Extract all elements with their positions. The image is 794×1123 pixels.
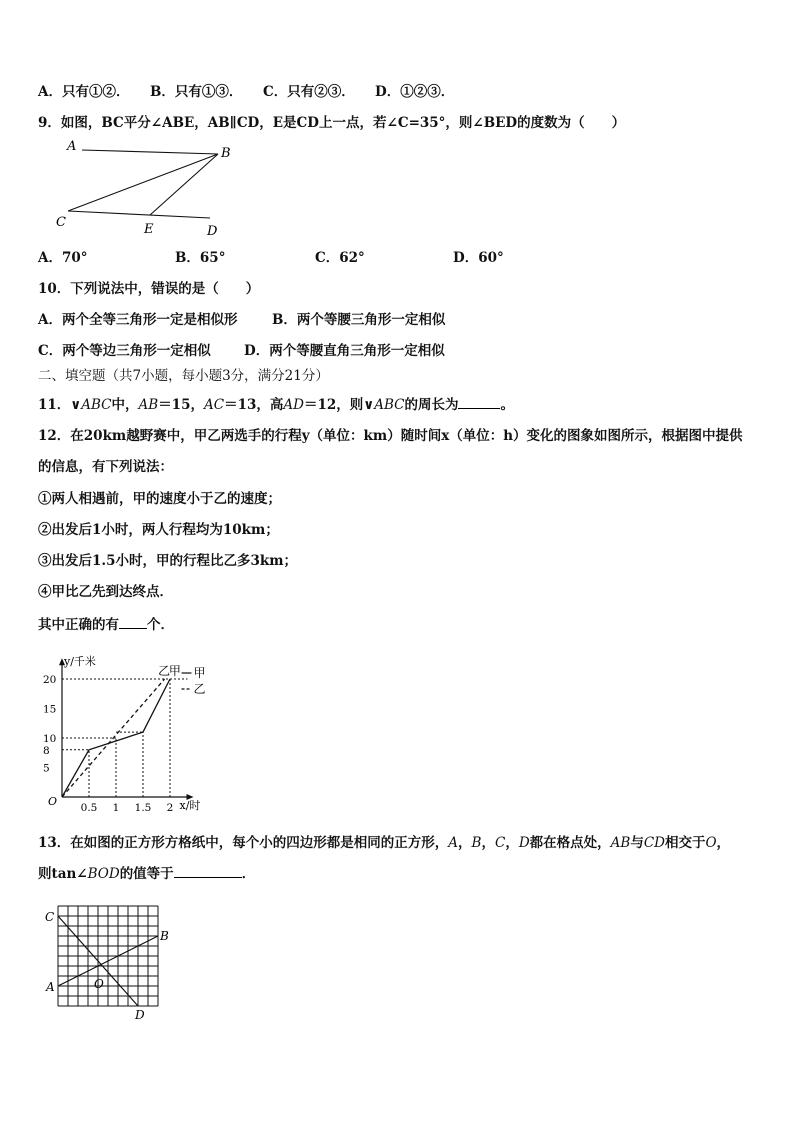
q10-option-a: A．两个全等三角形一定是相似形 [38,312,238,328]
q12-stem-line2: 的信息，有下列说法： [38,459,173,475]
x-tick-label: 2 [166,802,174,814]
y-tick-label: 10 [43,733,57,745]
q9-label-e: E [144,222,154,237]
x-tick-label: 1.5 [134,802,152,814]
q13-point-o: O [705,835,717,851]
q13-point-d: D [518,835,530,851]
q13-comma: ， [505,835,519,851]
q11-tail: 的周长为 [404,397,459,413]
q10-options-row1 [38,311,445,329]
q11-ad-value: ＝12，则 [303,397,364,413]
q13-ab: AB [610,835,631,851]
y-tick-label: 15 [43,703,57,716]
q9-line-bc [68,154,218,211]
end-label-jia: 甲 [168,664,181,678]
q11-answer-blank[interactable] [458,394,500,409]
q13-text: 相交于 [664,835,706,851]
q13-point-a: A [448,835,459,851]
q9-stem: 9．如图，BC平分∠ABE，AB∥CD，E是CD上一点，若∠C=35°，则∠BED的度数为（ ） [38,115,626,131]
q13-grid-figure [42,900,182,1025]
q13-comma: ， [716,835,731,851]
q11-stem [38,394,514,414]
grid-label-b: B [160,929,169,943]
y-tick-label: 20 [43,674,57,686]
q11-text: 中， [111,397,139,413]
q9-option-b: B．65° [175,250,226,266]
q13-answer-blank[interactable] [174,863,242,878]
q13-angle-bod: BOD [87,866,120,882]
q8-option-a: A．只有①②． [38,84,130,100]
q12-question-suffix: 个． [147,617,174,633]
q13-end: ． [241,866,256,882]
y-axis-label: y/千米 [64,655,96,669]
series-line-yi [62,679,165,797]
q8-option-c: C．只有②③． [263,84,355,100]
y-tick-label: 5 [43,762,50,775]
q12-distance-time-chart [40,645,240,815]
q10-option-d: D．两个等腰直角三角形一定相似 [244,343,445,359]
q10-option-b: B．两个等腰三角形一定相似 [272,312,446,328]
q9-options [38,249,504,267]
q9-line-cd [68,211,210,218]
q9-figure [50,138,240,240]
q13-stem-line2 [38,863,255,883]
q11-number: 11． [38,397,71,413]
end-label-yi: 乙 [158,664,171,678]
q8-option-b: B．只有①③． [150,84,243,100]
q8-option-d: D．①②③． [375,84,455,100]
q13-tan-prefix: 则tan∠ [38,866,88,882]
x-tick-label: 1 [112,802,120,814]
q12-statement-1: ①两人相遇前，甲的速度小于乙的速度； [38,491,281,507]
q13-point-b: B [471,835,482,851]
q10-stem: 10．下列说法中，错误的是（ ） [38,281,260,297]
q10-option-c: C．两个等边三角形一定相似 [38,343,211,359]
q12-question [38,614,174,634]
q11-ab-value: ＝15， [158,397,204,413]
q11-ad: AD [283,397,304,413]
q9-option-d: D．60° [453,250,504,266]
q9-label-a: A [67,139,77,154]
q13-point-c: C [494,835,506,851]
q9-line-ab [82,150,218,154]
q12-question-prefix: 其中正确的有 [38,617,119,633]
legend-label-jia: 甲 [193,666,206,680]
q8-options [38,83,454,101]
q11-abc: ABC [81,397,112,413]
q12-statement-4: ④甲比乙先到达终点． [38,584,173,600]
x-tick-label: 0.5 [80,802,98,814]
q9-label-d: D [207,224,218,239]
q9-label-c: C [56,215,66,230]
grid-label-c: C [45,910,55,924]
q13-cd: CD [643,835,665,851]
q11-ac: AC [203,397,225,413]
q11-triangle-symbol-2: ∨ [363,397,375,413]
q9-option-a: A．70° [38,250,88,266]
q11-ab: AB [138,397,159,413]
q13-tail: 的值等于 [119,866,174,882]
q11-end: 。 [500,397,514,413]
q11-abc-2: ABC [374,397,405,413]
legend-label-yi: 乙 [193,682,206,696]
section-fill-blank-title: 二、填空题（共7小题，每小题3分，满分21分） [38,368,329,384]
q13-text: 13．在如图的正方形方格纸中，每个小的四边形都是相同的正方形， [38,835,449,851]
q9-label-b: B [221,146,231,161]
q13-comma: ， [458,835,472,851]
q11-triangle-symbol: ∨ [70,397,82,413]
q13-stem-line1 [38,834,730,852]
q13-text: 都在格点处， [529,835,611,851]
q12-answer-blank[interactable] [119,614,147,629]
q12-stem-line1: 12．在20km越野赛中，甲乙两选手的行程y（单位：km）随时间x（单位：h）变化的图象如图所示，根据图中提供 [38,428,743,444]
origin-label: O [48,795,58,808]
q12-statement-3: ③出发后1.5小时，甲的行程比乙多3km； [38,553,298,569]
y-tick-label: 8 [43,744,50,757]
q13-comma: ， [481,835,495,851]
q9-line-be [150,154,218,215]
q10-options-row2 [38,342,445,360]
q12-statement-2: ②出发后1小时，两人行程均为10km； [38,522,279,538]
q9-option-c: C．62° [315,250,365,266]
q11-ac-value: ＝13，高 [224,397,284,413]
grid-label-o: O [94,977,104,991]
grid-label-a: A [46,980,55,994]
x-axis-label: x/时 [179,799,201,812]
grid-label-d: D [135,1008,145,1022]
q13-text: 与 [630,835,644,851]
